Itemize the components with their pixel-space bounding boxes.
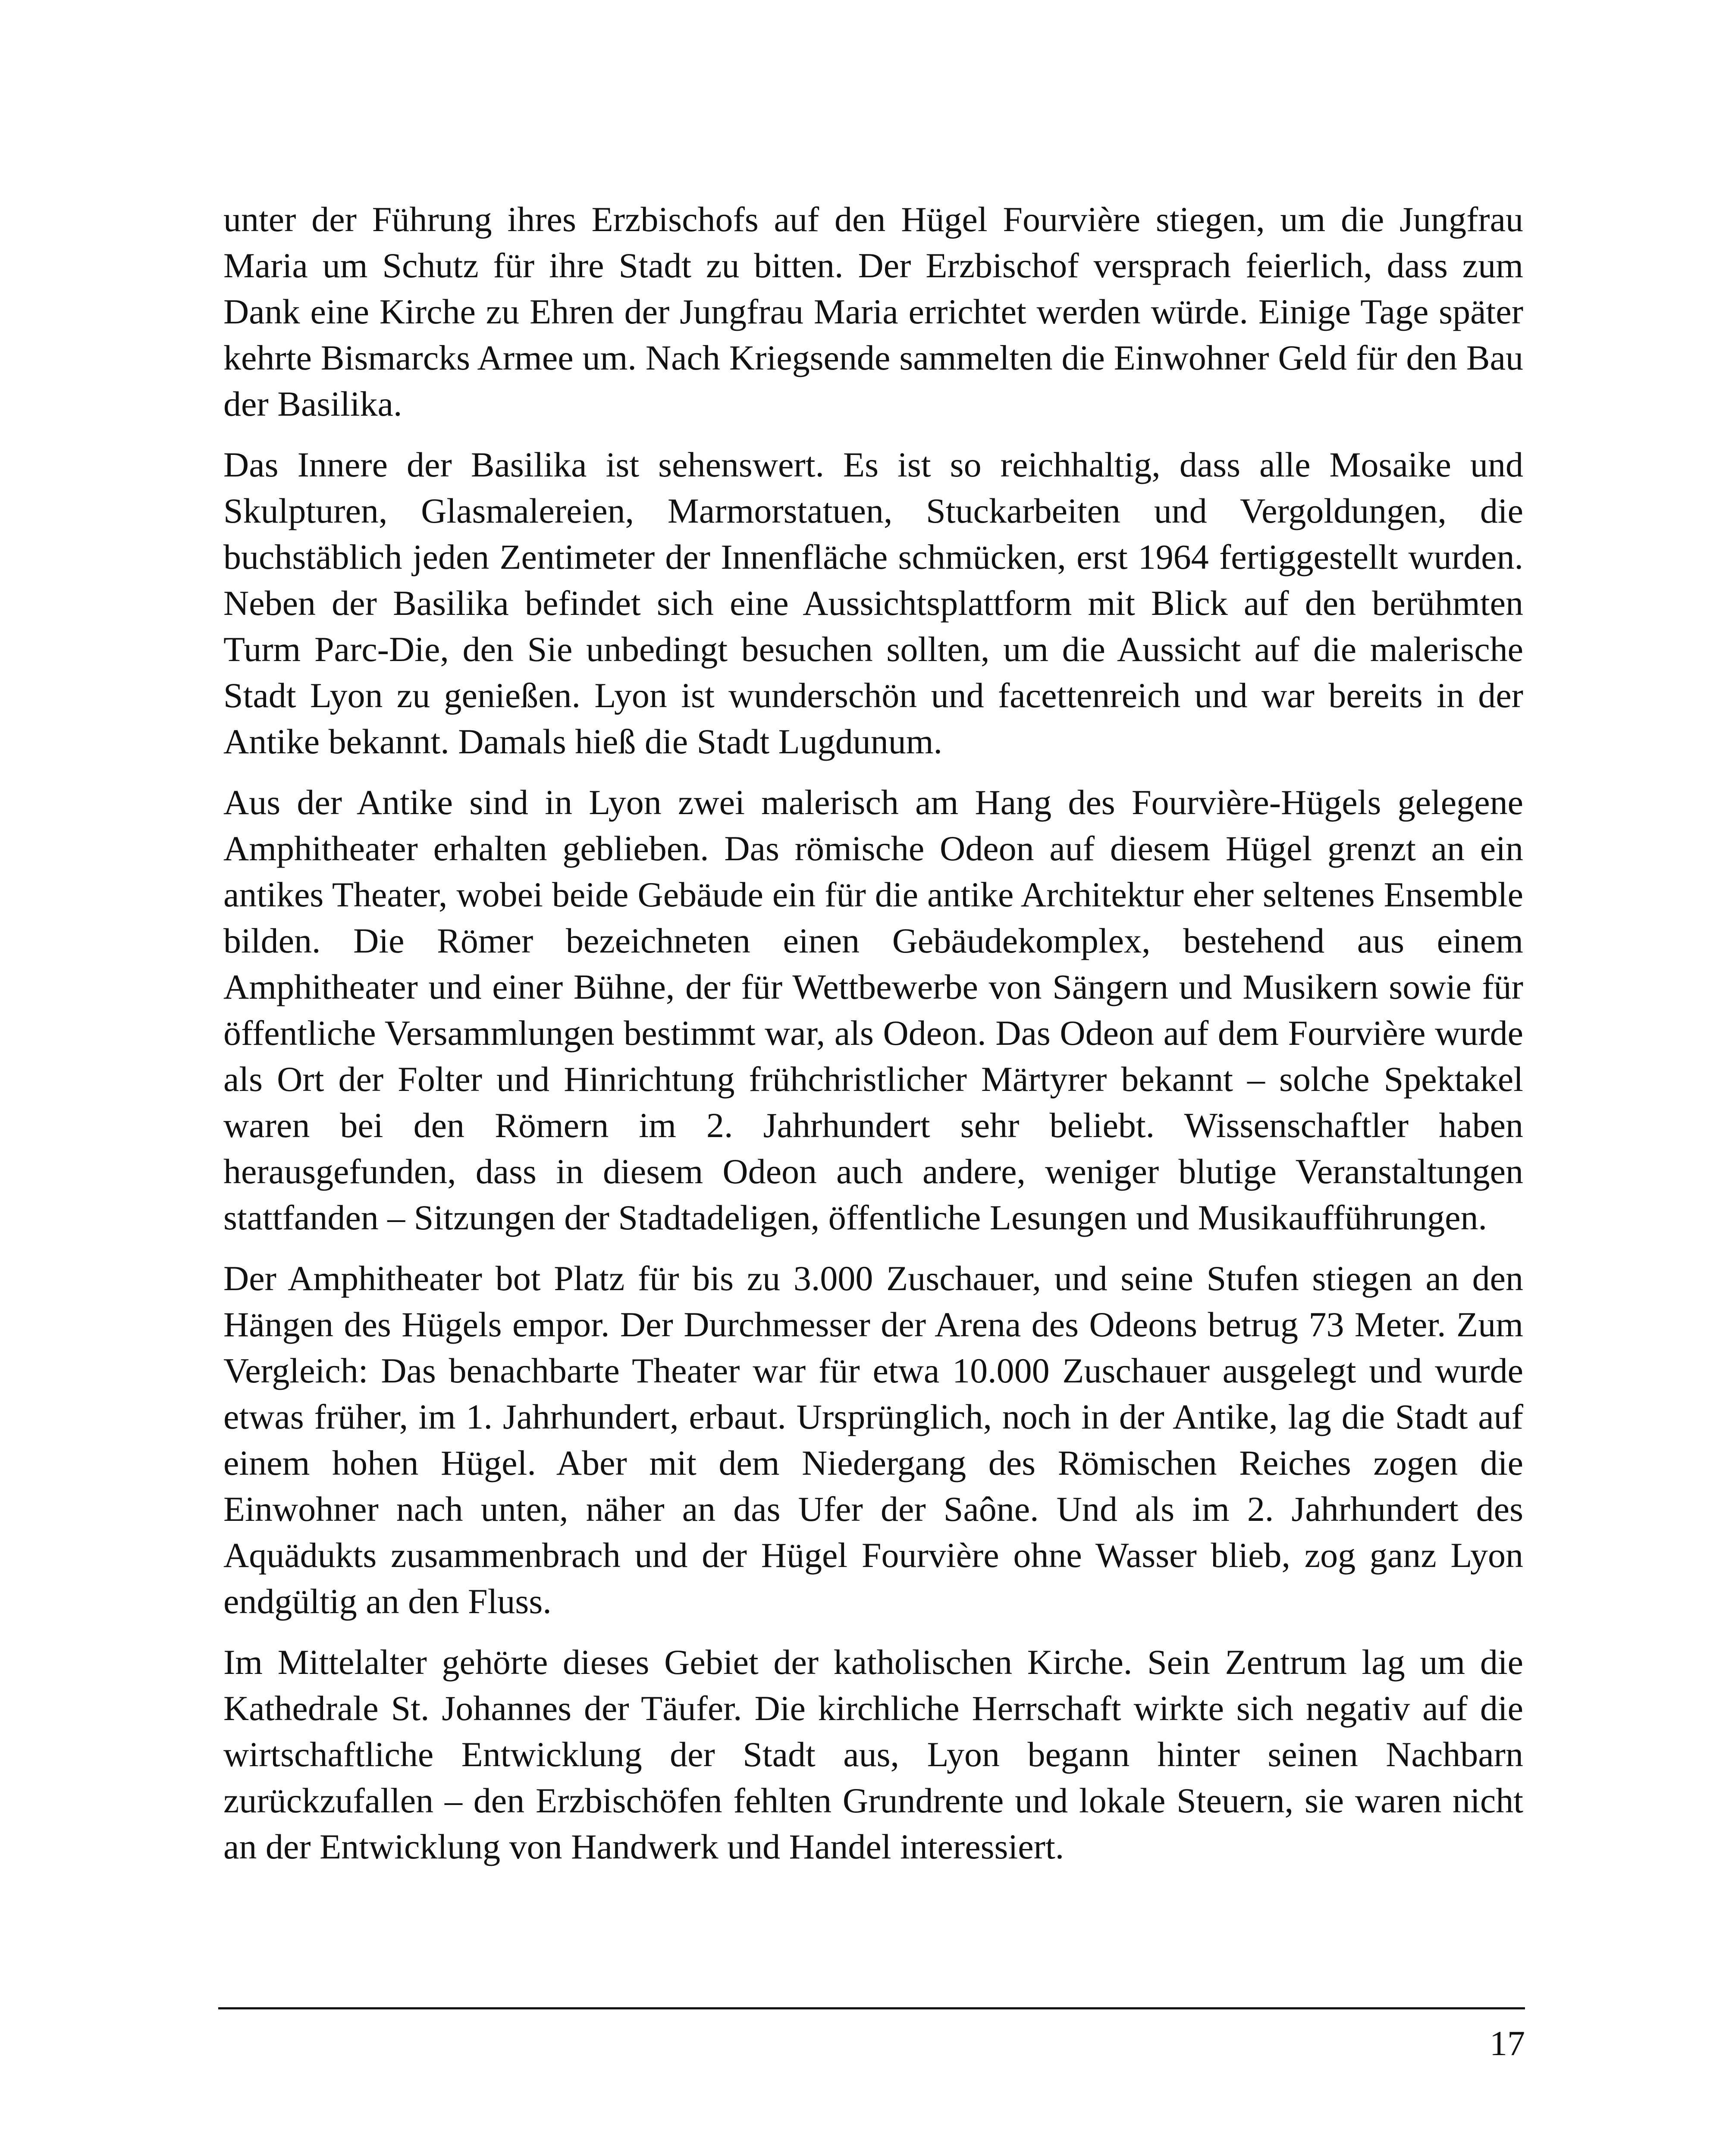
paragraph-1: unter der Führung ihres Erzbischofs auf den Hügel Fourvière stiegen, um die Jungfrau Maria um Schutz für ihre Stadt zu bitten. Der Erzbischof versprach feierlich, dass zum Dank eine Kirche zu Ehren der Jungfrau Maria errichtet werden würde. Einige Tage später kehrte Bismarcks Armee um. Nach Kriegsende sammelten die Einwohner Geld für den Bau der Basilika. xyxy=(223,200,1523,423)
paragraph-3: Aus der Antike sind in Lyon zwei malerisch am Hang des Fourvière-Hügels gelegene Amphitheater erhalten geblieben. Das römische Odeon auf diesem Hügel grenzt an ein antikes Theater, wobei beide Gebäude ein für die antike Architektur eher seltenes Ensemble bilden. Die Römer bezeichneten einen Gebäudekomplex, bestehend aus einem Amphitheater und einer Bühne, der für Wettbewerbe von Sängern und Musikern sowie für öffentliche Versammlungen bestimmt war, als Odeon. Das Odeon auf dem Fourvière wurde als Ort der Folter und Hinrichtung frühchristlicher Märtyrer bekannt – solche Spektakel waren bei den Römern im 2. Jahrhundert sehr beliebt. Wissenschaftler haben herausgefunden, dass in diesem Odeon auch andere, weniger blutige Veranstaltungen stattfanden – Sitzungen der Stadtadeligen, öffentliche Lesungen und Musikaufführungen. xyxy=(223,783,1523,1237)
paragraph-5: Im Mittelalter gehörte dieses Gebiet der katholischen Kirche. Sein Zentrum lag um die Kathedrale St. Johannes der Täufer. Die kirchliche Herrschaft wirkte sich negativ auf die wirtschaftliche Entwicklung der Stadt aus, Lyon begann hinter seinen Nachbarn zurückzufallen – den Erzbischöfen fehlten Grundrente und lokale Steuern, sie waren nicht an der Entwicklung von Handwerk und Handel interessiert. xyxy=(223,1642,1523,1866)
footer-divider xyxy=(218,2007,1525,2009)
body-text xyxy=(223,196,1523,1884)
paragraph-4: Der Amphitheater bot Platz für bis zu 3.000 Zuschauer, und seine Stufen stiegen an den Hängen des Hügels empor. Der Durchmesser der Arena des Odeons betrug 73 Meter. Zum Vergleich: Das benachbarte Theater war für etwa 10.000 Zuschauer ausgelegt und wurde etwas früher, im 1. Jahrhundert, erbaut. Ursprünglich, noch in der Antike, lag die Stadt auf einem hohen Hügel. Aber mit dem Niedergang des Römischen Reiches zogen die Einwohner nach unten, näher an das Ufer der Saône. Und als im 2. Jahrhundert des Aquädukts zusammenbrach und der Hügel Fourvière ohne Wasser blieb, zog ganz Lyon endgültig an den Fluss. xyxy=(223,1259,1523,1621)
page-number: 17 xyxy=(1490,2024,1525,2063)
paragraph-2: Das Innere der Basilika ist sehenswert. Es ist so reichhaltig, dass alle Mosaike und Skulpturen, Glasmalereien, Marmorstatuen, Stuckarbeiten und Vergoldungen, die buchstäblich jeden Zentimeter der Innenfläche schmücken, erst 1964 fertiggestellt wurden. Neben der Basilika befindet sich eine Aussichtsplattform mit Blick auf den berühmten Turm Parc-Die, den Sie unbedingt besuchen sollten, um die Aussicht auf die malerische Stadt Lyon zu genießen. Lyon ist wunderschön und facettenreich und war bereits in der Antike bekannt. Damals hieß die Stadt Lugdunum. xyxy=(223,445,1523,761)
